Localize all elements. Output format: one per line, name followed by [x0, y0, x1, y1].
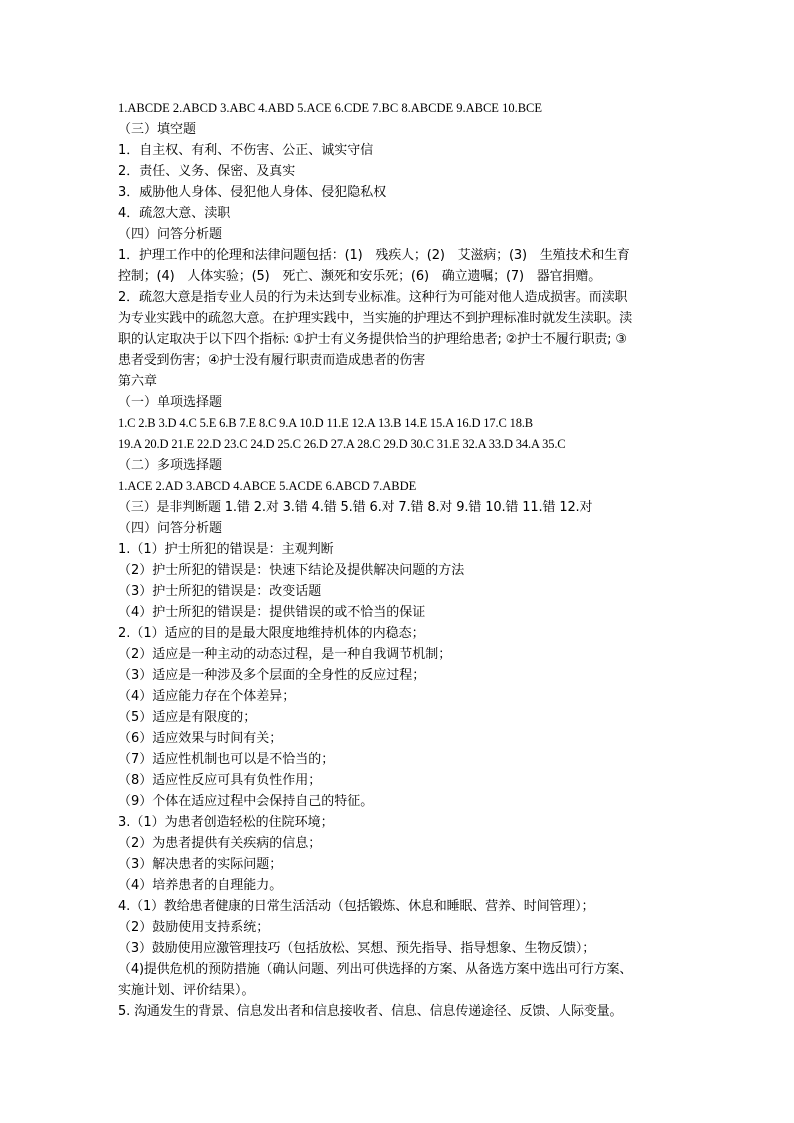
answer-line: （4）适应能力存在个体差异；	[118, 689, 296, 704]
answer-line-single-choice: 19.A 20.D 21.E 22.D 23.C 24.D 25.C 26.D 27.A 28.C 29.D 30.C 31.E 32.A 33.D 34.A 35.C	[118, 437, 566, 451]
answer-line: （9）个体在适应过程中会保持自己的特征。	[118, 794, 374, 809]
answer-line: （5）适应是有限度的；	[118, 710, 257, 725]
paragraph-line: 控制；(4) 人体实验；(5) 死亡、濒死和安乐死；(6) 确立遗嘱；(7) 器官捐赠。	[118, 269, 602, 284]
answer-line: （6）适应效果与时间有关；	[118, 731, 283, 746]
answer-line: （2）为患者提供有关疾病的信息；	[118, 836, 322, 851]
paragraph-line: 职的认定取决于以下四个指标: ①护士有义务提供恰当的护理给患者; ②护士不履行职责; ③	[118, 332, 627, 347]
answer-line: 5. 沟通发生的背景、信息发出者和信息接收者、信息、信息传递途径、反馈、人际变量。	[118, 1004, 623, 1019]
document-page	[118, 98, 680, 1022]
section-heading-qa: （四）问答分析题	[118, 521, 223, 536]
answer-line: （7）适应性机制也可以是不恰当的；	[118, 752, 335, 767]
answer-line: （3）适应是一种涉及多个层面的全身性的反应过程；	[118, 668, 426, 683]
answer-line: （2）鼓励使用支持系统；	[118, 920, 270, 935]
section-heading-multi-choice: （二）多项选择题	[118, 458, 223, 473]
answer-line: （3）鼓励使用应激管理技巧（包括放松、冥想、预先指导、指导想象、生物反馈）；	[118, 941, 596, 956]
section-heading-fill-blank: （三）填空题	[118, 122, 197, 137]
chapter-heading: 第六章	[118, 374, 158, 389]
answer-line: （2）适应是一种主动的动态过程，是一种自我调节机制；	[118, 647, 452, 662]
answer-line: 4．疏忽大意、渎职	[118, 206, 231, 221]
paragraph-line: 患者受到伤害；④护士没有履行职责而造成患者的伤害	[118, 353, 426, 368]
answer-line: （8）适应性反应可具有负性作用；	[118, 773, 322, 788]
paragraph-line: 1．护理工作中的伦理和法律问题包括：(1) 残疾人；(2) 艾滋病；(3) 生殖技术和生育	[118, 248, 630, 263]
answer-line-multi-choice-ch5: 1.ABCDE 2.ABCD 3.ABC 4.ABD 5.ACE 6.CDE 7.BC 8.ABCDE 9.ABCE 10.BCE	[118, 101, 542, 115]
answer-line: 4.（1）教给患者健康的日常生活活动（包括锻炼、休息和睡眠、营养、时间管理）；	[118, 899, 595, 914]
answer-line: 3．威胁他人身体、侵犯他人身体、侵犯隐私权	[118, 185, 387, 200]
answer-line: 3.（1）为患者创造轻松的住院环境；	[118, 815, 334, 830]
answer-line-multi-choice: 1.ACE 2.AD 3.ABCD 4.ABCE 5.ACDE 6.ABCD 7.ABDE	[118, 479, 417, 493]
answer-line: 1.（1）护士所犯的错误是：主观判断	[118, 542, 334, 557]
answer-line: 实施计划、评价结果）。	[118, 983, 255, 998]
answer-line: （3）解决患者的实际问题；	[118, 857, 283, 872]
answer-line: 1．自主权、有利、不伤害、公正、诚实守信	[118, 143, 374, 158]
answer-line: （4）护士所犯的错误是：提供错误的或不恰当的保证	[118, 605, 426, 620]
paragraph-line: 为专业实践中的疏忽大意。在护理实践中，当实施的护理达不到护理标准时就发生渎职。渎	[118, 311, 633, 326]
section-heading-single-choice: （一）单项选择题	[118, 395, 223, 410]
answer-line: （4)提供危机的预防措施（确认问题、列出可供选择的方案、从备选方案中选出可行方案、	[118, 962, 633, 977]
answer-line: （2）护士所犯的错误是：快速下结论及提供解决问题的方法	[118, 563, 465, 578]
paragraph-line: 2．疏忽大意是指专业人员的行为未达到专业标准。这种行为可能对他人造成损害。而渎职	[118, 290, 628, 305]
answer-line-single-choice: 1.C 2.B 3.D 4.C 5.E 6.B 7.E 8.C 9.A 10.D 11.E 12.A 13.B 14.E 15.A 16.D 17.C 18.B	[118, 416, 533, 430]
answer-line: 2.（1）适应的目的是最大限度地维持机体的内稳态；	[118, 626, 425, 641]
answer-line: 2．责任、义务、保密、及真实	[118, 164, 296, 179]
section-heading-qa: （四）问答分析题	[118, 227, 223, 242]
answer-line: （4）培养患者的自理能力。	[118, 878, 283, 893]
answer-line: （3）护士所犯的错误是：改变话题	[118, 584, 322, 599]
answer-line-true-false: （三）是非判断题 1.错 2.对 3.错 4.错 5.错 6.对 7.错 8.对 9.错 10.错 11.错 12.对	[118, 500, 593, 515]
